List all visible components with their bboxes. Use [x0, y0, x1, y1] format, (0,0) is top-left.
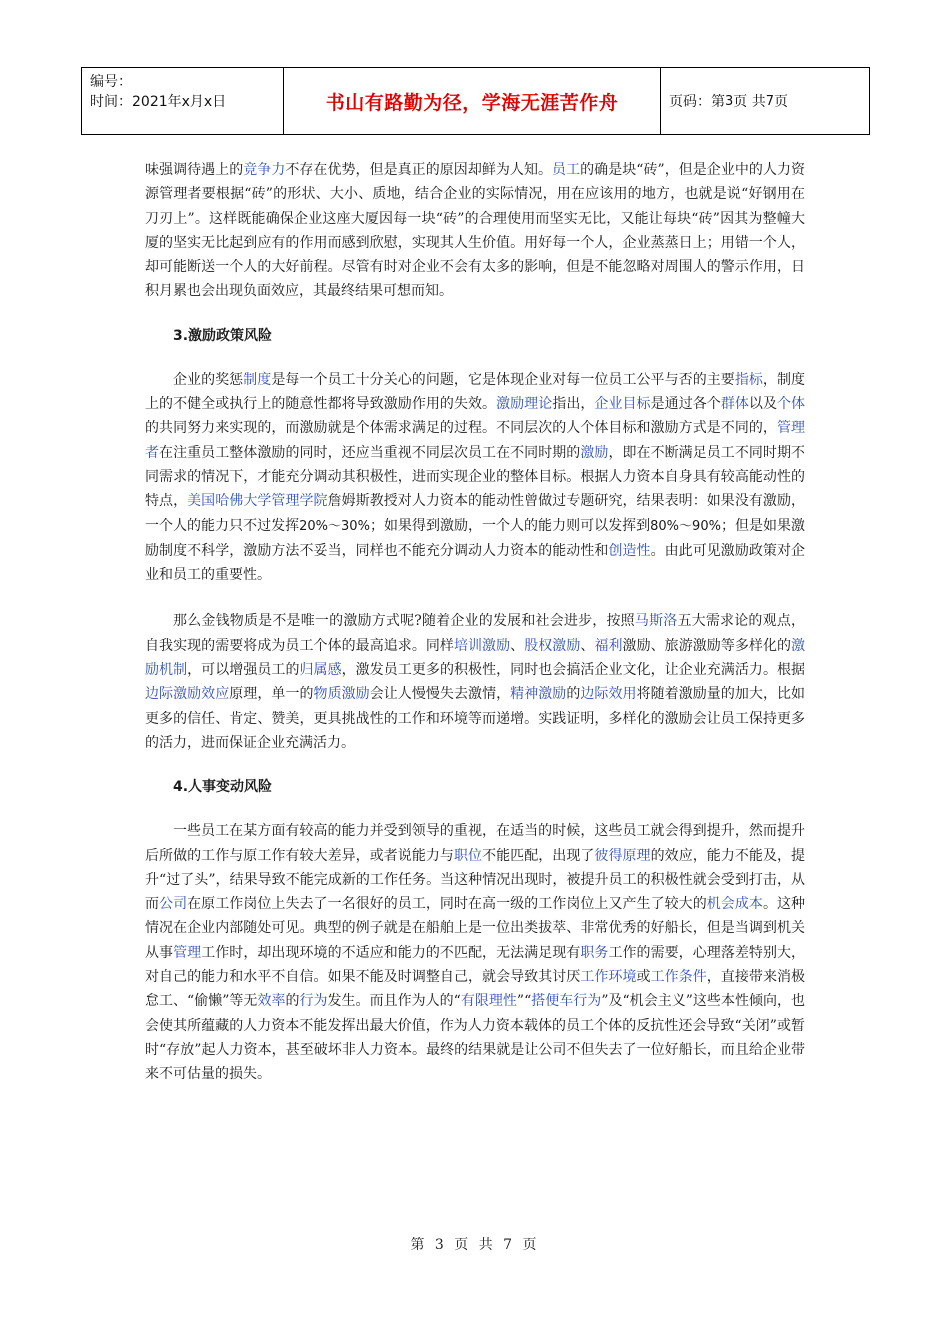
link-individual[interactable]: 个体 [777, 396, 806, 413]
doc-number: 编号： [90, 74, 132, 90]
link-manager[interactable]: 管理者 [145, 420, 806, 461]
header-meta [82, 68, 284, 134]
link-work-conditions[interactable]: 工作条件 [650, 969, 707, 986]
page-number: 3 [725, 93, 734, 109]
spacer [145, 755, 805, 777]
link-efficiency[interactable]: 效率 [257, 993, 286, 1010]
link-indicator[interactable]: 指标 [734, 371, 763, 388]
link-harvard-business-school[interactable]: 美国哈佛大学管理学院 [187, 493, 328, 510]
paragraph-incentive-policy: 企业的奖惩制度是每一个员工十分关心的问题，它是体现企业对每一位员工公平与否的主要指标，制度上的不健全或执行上的随意性都将导致激励作用的失效。激励理论指出，企业目标是通过各个群体以及个体的共同努力来实现的，而激励就是个体需求满足的过程。不同层次的人个体目标和激励方式是不同的，管理者在注重员工整体激励的同时，还应当重视不同层次员工在不同时期的激励，即在不断满足员工不同时期不同需求的情况下，才能充分调动其积极性，进而实现企业的整体目标。根据人力资本自身具有较高能动性的特点，美国哈佛大学管理学院詹姆斯教授对人力资本的能动性曾做过专题研究，结果表明：如果没有激励，一个人的能力只不过发挥20%～30%；如果得到激励，一个人的能力则可以发挥到80%～90%；但是如果激励制度不科学，激励方法不妥当，同样也不能充分调动人力资本的能动性和创造性。由此可见激励政策对企业和员工的重要性。 [145, 371, 806, 584]
paragraph-personnel-change: 一些员工在某方面有较高的能力并受到领导的重视，在适当的时候，这些员工就会得到提升，然而提升后所做的工作与原工作有较大差异，或者说能力与职位不能匹配，出现了彼得原理的效应，能力不能及，提升“过了头”，结果导致不能完成新的工作任务。当这种情况出现时，被提升员工的积极性就会受到打击，从而公司在原工作岗位上失去了一名很好的员工，同时在高一级的工作岗位上又产生了较大的机会成本。这种情况在企业内部随处可见。典型的例子就是在船舶上是一位出类拔萃、非常优秀的好船长，但是当调到机关从事管理工作时，却出现环境的不适应和能力的不匹配，无法满足现有职务工作的需要，心理落差特别大，对自己的能力和水平不自信。如果不能及时调整自己，就会导致其讨厌工作环境或工作条件，直接带来消极怠工、“偷懒”等无效率的行为发生。而且作为人的“有限理性”“搭便车行为”及“机会主义”这些本性倾向，也会使其所蕴藏的人力资本不能发挥出最大价值，作为人力资本载体的员工个体的反抗性还会导致“关闭”或暂时“存放”起人力资本，甚至破坏非人力资本。最终的结果就是让公司不但失去了一位好船长，而且给企业带来不可估量的损失。 [145, 823, 806, 1083]
document-body [145, 158, 805, 1087]
link-management[interactable]: 管理 [173, 944, 202, 961]
link-incentive[interactable]: 激励 [580, 444, 609, 461]
link-competitiveness[interactable]: 竞争力 [243, 162, 286, 178]
spacer [145, 304, 805, 326]
page-total: 7 [765, 93, 775, 109]
link-spiritual-incentive[interactable]: 精神激励 [510, 686, 567, 703]
spacer [145, 346, 805, 368]
link-work-environment[interactable]: 工作环境 [580, 969, 637, 986]
header-page-info [661, 68, 869, 134]
paragraph-continued: 味强调待遇上的竞争力不存在优势，但是真正的原因却鲜为人知。员工的确是块“砖”，但是企业中的人力资源管理者要根据“砖”的形状、大小、质地，结合企业的实际情况，用在应该用的地方，也就是说“好钢用在刀刃上”。这样既能确保企业这座大厦因每一块“砖”的合理使用而坚实无比，又能让每块“砖”因其为整幢大厦的坚实无比起到应有的作用而感到欣慰，实现其人生价值。用好每一个人，企业蒸蒸日上；用错一个人，却可能断送一个人的大好前程。尽管有时对企业不会有太多的影响，但是不能忽略对周围人的警示作用，日积月累也会出现负面效应，其最终结果可想而知。 [145, 162, 806, 300]
link-duty[interactable]: 职务 [580, 944, 609, 961]
spacer [145, 797, 805, 819]
link-incentive-theory[interactable]: 激励理论 [496, 396, 553, 413]
link-marginal-incentive-effect[interactable]: 边际激励效应 [145, 686, 230, 703]
link-group[interactable]: 群体 [720, 396, 749, 413]
page-label-pre: 页码：第 [669, 94, 725, 110]
link-incentive-mechanism[interactable]: 激励机制 [145, 637, 806, 679]
link-maslow[interactable]: 马斯洛 [634, 613, 678, 630]
link-peter-principle[interactable]: 彼得原理 [594, 847, 651, 864]
link-enterprise-goal[interactable]: 企业目标 [594, 396, 651, 413]
spacer [145, 587, 805, 609]
page-header [81, 67, 870, 135]
paragraph-diverse-incentives: 那么金钱物质是不是唯一的激励方式呢?随着企业的发展和社会进步，按照马斯洛五大需求论的观点，自我实现的需要将成为员工个体的最高追求。同样培训激励、股权激励、福利激励、旅游激励等多样化的激励机制，可以增强员工的归属感，激发员工更多的积极性，同时也会搞活企业文化，让企业充满活力。根据边际激励效应原理，单一的物质激励会让人慢慢失去激情，精神激励的边际效用将随着激励量的加大，比如更多的信任、肯定、赞美，更具挑战性的工作和环境等而递增。实践证明，多样化的激励会让员工保持更多的活力，进而保证企业充满活力。 [145, 613, 806, 751]
link-creativity[interactable]: 创造性 [608, 542, 651, 559]
link-material-incentive[interactable]: 物质激励 [313, 686, 370, 703]
link-marginal-utility[interactable]: 边际效用 [580, 686, 637, 703]
section-heading-incentive-risk: 3.激励政策风险 [173, 327, 273, 344]
link-employee[interactable]: 员工 [552, 162, 581, 178]
link-company[interactable]: 公司 [159, 896, 188, 913]
header-motto: 书山有路勤为径，学海无涯苦作舟 [284, 68, 661, 134]
page-footer: 第 3 页 共 7 页 [410, 1237, 540, 1253]
doc-time: 时间：2021年x月x日 [90, 94, 227, 110]
link-system[interactable]: 制度 [243, 371, 272, 388]
page-label-mid: 页 共 [733, 94, 766, 110]
link-free-rider-behavior[interactable]: 搭便车行为 [531, 993, 602, 1010]
link-opportunity-cost[interactable]: 机会成本 [706, 896, 763, 913]
link-behavior[interactable]: 行为 [299, 993, 328, 1010]
section-heading-personnel-risk: 4.人事变动风险 [173, 779, 273, 796]
link-belonging[interactable]: 归属感 [299, 662, 342, 679]
link-welfare[interactable]: 福利 [594, 637, 623, 654]
link-equity-incentive[interactable]: 股权激励 [524, 637, 581, 654]
link-position[interactable]: 职位 [453, 847, 483, 864]
link-bounded-rationality[interactable]: 有限理性 [460, 993, 517, 1010]
page-label-post: 页 [774, 94, 789, 110]
link-training-incentive[interactable]: 培训激励 [453, 637, 511, 654]
